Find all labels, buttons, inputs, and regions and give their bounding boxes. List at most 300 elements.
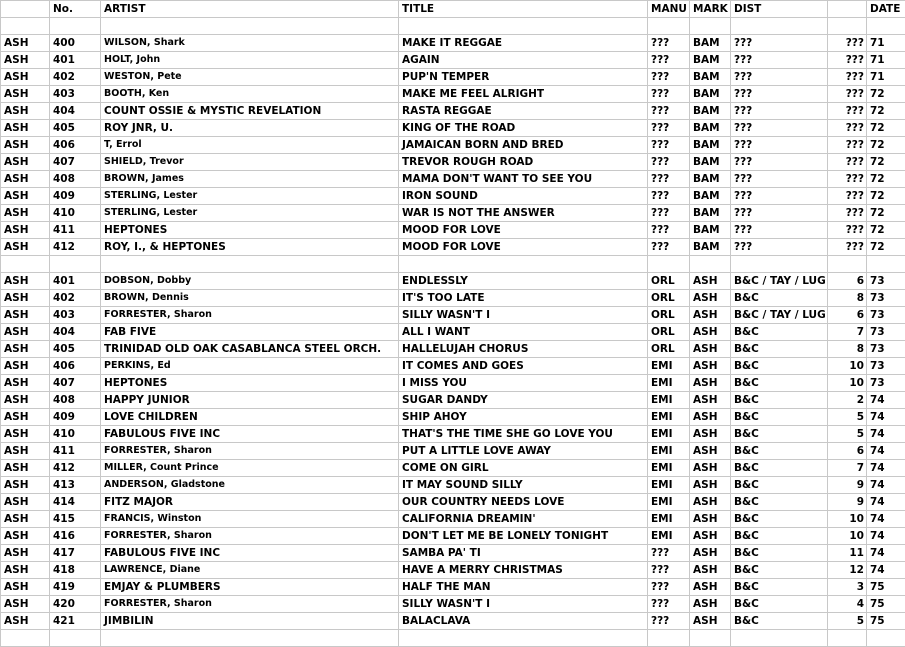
title-cell[interactable]: WAR IS NOT THE ANSWER	[399, 205, 648, 222]
label-cell[interactable]: ASH	[1, 375, 50, 392]
label-cell[interactable]: ASH	[1, 188, 50, 205]
number-cell[interactable]: 406	[50, 358, 101, 375]
dist-cell[interactable]: B&C	[731, 528, 828, 545]
date-cell[interactable]: 72	[867, 86, 905, 103]
mark-cell[interactable]: ASH	[690, 324, 731, 341]
title-cell[interactable]: SAMBA PA' TI	[399, 545, 648, 562]
number-cell[interactable]: 409	[50, 188, 101, 205]
mark-cell[interactable]: BAM	[690, 222, 731, 239]
dist-cell[interactable]: ???	[731, 188, 828, 205]
dist-cell[interactable]: ???	[731, 103, 828, 120]
title-cell[interactable]: I MISS YOU	[399, 375, 648, 392]
empty-cell[interactable]	[399, 630, 648, 647]
date-cell[interactable]: 73	[867, 358, 905, 375]
artist-cell[interactable]: HEPTONES	[101, 222, 399, 239]
manu-cell[interactable]: ???	[648, 545, 690, 562]
manu-cell[interactable]: ORL	[648, 307, 690, 324]
number-cell[interactable]: 410	[50, 426, 101, 443]
date-cell[interactable]: 74	[867, 494, 905, 511]
mark-cell[interactable]: BAM	[690, 137, 731, 154]
month-cell[interactable]: 9	[828, 477, 867, 494]
label-cell[interactable]: ASH	[1, 290, 50, 307]
number-cell[interactable]: 407	[50, 375, 101, 392]
title-cell[interactable]: RASTA REGGAE	[399, 103, 648, 120]
title-cell[interactable]: HALLELUJAH CHORUS	[399, 341, 648, 358]
mark-cell[interactable]: BAM	[690, 239, 731, 256]
empty-cell[interactable]	[101, 630, 399, 647]
dist-cell[interactable]: B&C	[731, 613, 828, 630]
empty-cell[interactable]	[867, 256, 905, 273]
manu-cell[interactable]: ORL	[648, 290, 690, 307]
artist-cell[interactable]: TRINIDAD OLD OAK CASABLANCA STEEL ORCH.	[101, 341, 399, 358]
date-cell[interactable]: 72	[867, 205, 905, 222]
mark-cell[interactable]: ASH	[690, 596, 731, 613]
label-cell[interactable]: ASH	[1, 528, 50, 545]
date-cell[interactable]: 74	[867, 545, 905, 562]
date-cell[interactable]: 73	[867, 307, 905, 324]
manu-cell[interactable]: ???	[648, 188, 690, 205]
manu-cell[interactable]: EMI	[648, 477, 690, 494]
manu-cell[interactable]: ???	[648, 239, 690, 256]
date-cell[interactable]: 74	[867, 392, 905, 409]
number-cell[interactable]: 408	[50, 392, 101, 409]
manu-cell[interactable]: EMI	[648, 528, 690, 545]
mark-cell[interactable]: ASH	[690, 511, 731, 528]
empty-cell[interactable]	[828, 256, 867, 273]
artist-cell[interactable]: SHIELD, Trevor	[101, 154, 399, 171]
label-cell[interactable]: ASH	[1, 205, 50, 222]
dist-cell[interactable]: B&C	[731, 426, 828, 443]
title-cell[interactable]: MAKE IT REGGAE	[399, 35, 648, 52]
title-cell[interactable]: KING OF THE ROAD	[399, 120, 648, 137]
date-cell[interactable]: 73	[867, 324, 905, 341]
month-cell[interactable]: 3	[828, 579, 867, 596]
label-cell[interactable]: ASH	[1, 579, 50, 596]
dist-cell[interactable]: B&C / TAY / LUG	[731, 273, 828, 290]
label-cell[interactable]: ASH	[1, 324, 50, 341]
date-cell[interactable]: 74	[867, 562, 905, 579]
title-cell[interactable]: COME ON GIRL	[399, 460, 648, 477]
number-cell[interactable]: 404	[50, 103, 101, 120]
month-cell[interactable]: ???	[828, 120, 867, 137]
artist-cell[interactable]: FORRESTER, Sharon	[101, 596, 399, 613]
label-cell[interactable]: ASH	[1, 307, 50, 324]
empty-cell[interactable]	[399, 18, 648, 35]
month-cell[interactable]: ???	[828, 188, 867, 205]
artist-cell[interactable]: ANDERSON, Gladstone	[101, 477, 399, 494]
dist-cell[interactable]: B&C	[731, 562, 828, 579]
empty-cell[interactable]	[399, 256, 648, 273]
date-cell[interactable]: 73	[867, 375, 905, 392]
empty-cell[interactable]	[690, 18, 731, 35]
header-cell-dist[interactable]: DIST	[731, 1, 828, 18]
number-cell[interactable]: 407	[50, 154, 101, 171]
artist-cell[interactable]: FORRESTER, Sharon	[101, 528, 399, 545]
dist-cell[interactable]: ???	[731, 69, 828, 86]
number-cell[interactable]: 403	[50, 307, 101, 324]
month-cell[interactable]: ???	[828, 171, 867, 188]
date-cell[interactable]: 72	[867, 171, 905, 188]
artist-cell[interactable]: JIMBILIN	[101, 613, 399, 630]
date-cell[interactable]: 71	[867, 69, 905, 86]
mark-cell[interactable]: BAM	[690, 52, 731, 69]
dist-cell[interactable]: ???	[731, 35, 828, 52]
title-cell[interactable]: HALF THE MAN	[399, 579, 648, 596]
manu-cell[interactable]: ORL	[648, 273, 690, 290]
month-cell[interactable]: 7	[828, 460, 867, 477]
title-cell[interactable]: PUT A LITTLE LOVE AWAY	[399, 443, 648, 460]
number-cell[interactable]: 401	[50, 52, 101, 69]
empty-cell[interactable]	[1, 18, 50, 35]
manu-cell[interactable]: ORL	[648, 324, 690, 341]
manu-cell[interactable]: ???	[648, 154, 690, 171]
empty-cell[interactable]	[50, 630, 101, 647]
manu-cell[interactable]: EMI	[648, 426, 690, 443]
mark-cell[interactable]: ASH	[690, 477, 731, 494]
date-cell[interactable]: 74	[867, 511, 905, 528]
header-cell-number[interactable]: No.	[50, 1, 101, 18]
empty-cell[interactable]	[101, 18, 399, 35]
mark-cell[interactable]: ASH	[690, 562, 731, 579]
empty-cell[interactable]	[731, 18, 828, 35]
artist-cell[interactable]: FABULOUS FIVE INC	[101, 426, 399, 443]
dist-cell[interactable]: B&C	[731, 409, 828, 426]
number-cell[interactable]: 404	[50, 324, 101, 341]
manu-cell[interactable]: ???	[648, 137, 690, 154]
mark-cell[interactable]: ASH	[690, 409, 731, 426]
label-cell[interactable]: ASH	[1, 392, 50, 409]
dist-cell[interactable]: ???	[731, 86, 828, 103]
date-cell[interactable]: 71	[867, 52, 905, 69]
empty-cell[interactable]	[648, 630, 690, 647]
number-cell[interactable]: 412	[50, 239, 101, 256]
date-cell[interactable]: 74	[867, 528, 905, 545]
month-cell[interactable]: ???	[828, 69, 867, 86]
dist-cell[interactable]: B&C	[731, 324, 828, 341]
mark-cell[interactable]: ASH	[690, 494, 731, 511]
mark-cell[interactable]: ASH	[690, 426, 731, 443]
dist-cell[interactable]: B&C	[731, 494, 828, 511]
manu-cell[interactable]: EMI	[648, 443, 690, 460]
empty-cell[interactable]	[101, 256, 399, 273]
number-cell[interactable]: 410	[50, 205, 101, 222]
date-cell[interactable]: 74	[867, 426, 905, 443]
artist-cell[interactable]: FAB FIVE	[101, 324, 399, 341]
label-cell[interactable]: ASH	[1, 120, 50, 137]
dist-cell[interactable]: ???	[731, 52, 828, 69]
dist-cell[interactable]: B&C	[731, 341, 828, 358]
month-cell[interactable]: 11	[828, 545, 867, 562]
mark-cell[interactable]: BAM	[690, 86, 731, 103]
number-cell[interactable]: 411	[50, 443, 101, 460]
empty-cell[interactable]	[50, 256, 101, 273]
date-cell[interactable]: 73	[867, 290, 905, 307]
number-cell[interactable]: 402	[50, 290, 101, 307]
dist-cell[interactable]: B&C	[731, 477, 828, 494]
month-cell[interactable]: ???	[828, 137, 867, 154]
label-cell[interactable]: ASH	[1, 494, 50, 511]
month-cell[interactable]: 4	[828, 596, 867, 613]
label-cell[interactable]: ASH	[1, 562, 50, 579]
label-cell[interactable]: ASH	[1, 358, 50, 375]
month-cell[interactable]: ???	[828, 239, 867, 256]
month-cell[interactable]: 6	[828, 443, 867, 460]
month-cell[interactable]: 8	[828, 290, 867, 307]
date-cell[interactable]: 74	[867, 443, 905, 460]
title-cell[interactable]: SHIP AHOY	[399, 409, 648, 426]
label-cell[interactable]: ASH	[1, 239, 50, 256]
dist-cell[interactable]: B&C	[731, 375, 828, 392]
date-cell[interactable]: 72	[867, 137, 905, 154]
title-cell[interactable]: MOOD FOR LOVE	[399, 239, 648, 256]
number-cell[interactable]: 417	[50, 545, 101, 562]
empty-cell[interactable]	[731, 630, 828, 647]
dist-cell[interactable]: B&C	[731, 392, 828, 409]
dist-cell[interactable]: B&C	[731, 579, 828, 596]
manu-cell[interactable]: ???	[648, 171, 690, 188]
header-cell-label[interactable]	[1, 1, 50, 18]
date-cell[interactable]: 75	[867, 596, 905, 613]
artist-cell[interactable]: FABULOUS FIVE INC	[101, 545, 399, 562]
label-cell[interactable]: ASH	[1, 596, 50, 613]
artist-cell[interactable]: EMJAY & PLUMBERS	[101, 579, 399, 596]
artist-cell[interactable]: T, Errol	[101, 137, 399, 154]
empty-cell[interactable]	[690, 630, 731, 647]
manu-cell[interactable]: EMI	[648, 494, 690, 511]
manu-cell[interactable]: ???	[648, 103, 690, 120]
empty-cell[interactable]	[648, 256, 690, 273]
dist-cell[interactable]: B&C	[731, 460, 828, 477]
mark-cell[interactable]: BAM	[690, 103, 731, 120]
empty-cell[interactable]	[648, 18, 690, 35]
number-cell[interactable]: 419	[50, 579, 101, 596]
mark-cell[interactable]: BAM	[690, 120, 731, 137]
month-cell[interactable]: ???	[828, 52, 867, 69]
empty-cell[interactable]	[731, 256, 828, 273]
title-cell[interactable]: IT COMES AND GOES	[399, 358, 648, 375]
mark-cell[interactable]: BAM	[690, 35, 731, 52]
manu-cell[interactable]: EMI	[648, 460, 690, 477]
manu-cell[interactable]: EMI	[648, 358, 690, 375]
month-cell[interactable]: 5	[828, 613, 867, 630]
label-cell[interactable]: ASH	[1, 460, 50, 477]
header-cell-artist[interactable]: ARTIST	[101, 1, 399, 18]
title-cell[interactable]: ALL I WANT	[399, 324, 648, 341]
date-cell[interactable]: 72	[867, 154, 905, 171]
month-cell[interactable]: 10	[828, 375, 867, 392]
manu-cell[interactable]: EMI	[648, 375, 690, 392]
number-cell[interactable]: 408	[50, 171, 101, 188]
number-cell[interactable]: 414	[50, 494, 101, 511]
number-cell[interactable]: 412	[50, 460, 101, 477]
mark-cell[interactable]: BAM	[690, 205, 731, 222]
label-cell[interactable]: ASH	[1, 477, 50, 494]
empty-cell[interactable]	[867, 18, 905, 35]
mark-cell[interactable]: ASH	[690, 545, 731, 562]
title-cell[interactable]: HAVE A MERRY CHRISTMAS	[399, 562, 648, 579]
dist-cell[interactable]: ???	[731, 239, 828, 256]
label-cell[interactable]: ASH	[1, 154, 50, 171]
number-cell[interactable]: 421	[50, 613, 101, 630]
number-cell[interactable]: 409	[50, 409, 101, 426]
artist-cell[interactable]: ROY JNR, U.	[101, 120, 399, 137]
number-cell[interactable]: 413	[50, 477, 101, 494]
artist-cell[interactable]: FRANCIS, Winston	[101, 511, 399, 528]
title-cell[interactable]: AGAIN	[399, 52, 648, 69]
mark-cell[interactable]: ASH	[690, 613, 731, 630]
artist-cell[interactable]: STERLING, Lester	[101, 188, 399, 205]
empty-cell[interactable]	[50, 18, 101, 35]
month-cell[interactable]: 6	[828, 273, 867, 290]
artist-cell[interactable]: BROWN, Dennis	[101, 290, 399, 307]
title-cell[interactable]: SILLY WASN'T I	[399, 307, 648, 324]
date-cell[interactable]: 74	[867, 477, 905, 494]
artist-cell[interactable]: HOLT, John	[101, 52, 399, 69]
label-cell[interactable]: ASH	[1, 545, 50, 562]
artist-cell[interactable]: STERLING, Lester	[101, 205, 399, 222]
manu-cell[interactable]: ???	[648, 35, 690, 52]
date-cell[interactable]: 75	[867, 613, 905, 630]
mark-cell[interactable]: ASH	[690, 460, 731, 477]
mark-cell[interactable]: ASH	[690, 290, 731, 307]
dist-cell[interactable]: ???	[731, 222, 828, 239]
dist-cell[interactable]: B&C	[731, 358, 828, 375]
dist-cell[interactable]: ???	[731, 137, 828, 154]
dist-cell[interactable]: ???	[731, 205, 828, 222]
manu-cell[interactable]: ???	[648, 52, 690, 69]
month-cell[interactable]: 8	[828, 341, 867, 358]
dist-cell[interactable]: B&C	[731, 290, 828, 307]
mark-cell[interactable]: ASH	[690, 341, 731, 358]
mark-cell[interactable]: ASH	[690, 273, 731, 290]
date-cell[interactable]: 75	[867, 579, 905, 596]
empty-cell[interactable]	[690, 256, 731, 273]
title-cell[interactable]: IRON SOUND	[399, 188, 648, 205]
title-cell[interactable]: ENDLESSLY	[399, 273, 648, 290]
date-cell[interactable]: 72	[867, 188, 905, 205]
label-cell[interactable]: ASH	[1, 341, 50, 358]
header-cell-mark[interactable]: MARK	[690, 1, 731, 18]
manu-cell[interactable]: ???	[648, 120, 690, 137]
label-cell[interactable]: ASH	[1, 137, 50, 154]
date-cell[interactable]: 72	[867, 239, 905, 256]
title-cell[interactable]: SILLY WASN'T I	[399, 596, 648, 613]
date-cell[interactable]: 72	[867, 103, 905, 120]
mark-cell[interactable]: BAM	[690, 69, 731, 86]
month-cell[interactable]: 10	[828, 511, 867, 528]
title-cell[interactable]: DON'T LET ME BE LONELY TONIGHT	[399, 528, 648, 545]
title-cell[interactable]: MOOD FOR LOVE	[399, 222, 648, 239]
mark-cell[interactable]: ASH	[690, 375, 731, 392]
mark-cell[interactable]: ASH	[690, 392, 731, 409]
manu-cell[interactable]: ???	[648, 596, 690, 613]
manu-cell[interactable]: EMI	[648, 511, 690, 528]
number-cell[interactable]: 401	[50, 273, 101, 290]
number-cell[interactable]: 411	[50, 222, 101, 239]
date-cell[interactable]: 73	[867, 341, 905, 358]
number-cell[interactable]: 405	[50, 120, 101, 137]
artist-cell[interactable]: PERKINS, Ed	[101, 358, 399, 375]
manu-cell[interactable]: ???	[648, 613, 690, 630]
title-cell[interactable]: PUP'N TEMPER	[399, 69, 648, 86]
month-cell[interactable]: 5	[828, 426, 867, 443]
label-cell[interactable]: ASH	[1, 86, 50, 103]
date-cell[interactable]: 74	[867, 460, 905, 477]
title-cell[interactable]: MAKE ME FEEL ALRIGHT	[399, 86, 648, 103]
mark-cell[interactable]: ASH	[690, 307, 731, 324]
month-cell[interactable]: 9	[828, 494, 867, 511]
month-cell[interactable]: 10	[828, 358, 867, 375]
mark-cell[interactable]: ASH	[690, 579, 731, 596]
month-cell[interactable]: ???	[828, 86, 867, 103]
month-cell[interactable]: 2	[828, 392, 867, 409]
label-cell[interactable]: ASH	[1, 511, 50, 528]
title-cell[interactable]: MAMA DON'T WANT TO SEE YOU	[399, 171, 648, 188]
artist-cell[interactable]: FITZ MAJOR	[101, 494, 399, 511]
manu-cell[interactable]: ???	[648, 579, 690, 596]
date-cell[interactable]: 74	[867, 409, 905, 426]
empty-cell[interactable]	[828, 18, 867, 35]
empty-cell[interactable]	[1, 630, 50, 647]
label-cell[interactable]: ASH	[1, 409, 50, 426]
manu-cell[interactable]: ???	[648, 205, 690, 222]
empty-cell[interactable]	[867, 630, 905, 647]
label-cell[interactable]: ASH	[1, 103, 50, 120]
title-cell[interactable]: TREVOR ROUGH ROAD	[399, 154, 648, 171]
manu-cell[interactable]: ORL	[648, 341, 690, 358]
label-cell[interactable]: ASH	[1, 222, 50, 239]
dist-cell[interactable]: B&C	[731, 443, 828, 460]
header-cell-date[interactable]: DATE	[867, 1, 905, 18]
dist-cell[interactable]: B&C	[731, 511, 828, 528]
number-cell[interactable]: 420	[50, 596, 101, 613]
month-cell[interactable]: ???	[828, 35, 867, 52]
mark-cell[interactable]: BAM	[690, 154, 731, 171]
label-cell[interactable]: ASH	[1, 69, 50, 86]
label-cell[interactable]: ASH	[1, 613, 50, 630]
title-cell[interactable]: OUR COUNTRY NEEDS LOVE	[399, 494, 648, 511]
month-cell[interactable]: 7	[828, 324, 867, 341]
date-cell[interactable]: 72	[867, 222, 905, 239]
mark-cell[interactable]: BAM	[690, 188, 731, 205]
artist-cell[interactable]: LAWRENCE, Diane	[101, 562, 399, 579]
number-cell[interactable]: 403	[50, 86, 101, 103]
artist-cell[interactable]: WESTON, Pete	[101, 69, 399, 86]
number-cell[interactable]: 405	[50, 341, 101, 358]
label-cell[interactable]: ASH	[1, 35, 50, 52]
empty-cell[interactable]	[1, 256, 50, 273]
mark-cell[interactable]: BAM	[690, 171, 731, 188]
artist-cell[interactable]: COUNT OSSIE & MYSTIC REVELATION	[101, 103, 399, 120]
manu-cell[interactable]: ???	[648, 222, 690, 239]
number-cell[interactable]: 400	[50, 35, 101, 52]
title-cell[interactable]: SUGAR DANDY	[399, 392, 648, 409]
dist-cell[interactable]: B&C	[731, 545, 828, 562]
number-cell[interactable]: 415	[50, 511, 101, 528]
artist-cell[interactable]: HEPTONES	[101, 375, 399, 392]
header-cell-month[interactable]	[828, 1, 867, 18]
number-cell[interactable]: 406	[50, 137, 101, 154]
artist-cell[interactable]: WILSON, Shark	[101, 35, 399, 52]
manu-cell[interactable]: ???	[648, 69, 690, 86]
artist-cell[interactable]: BOOTH, Ken	[101, 86, 399, 103]
number-cell[interactable]: 416	[50, 528, 101, 545]
mark-cell[interactable]: ASH	[690, 528, 731, 545]
mark-cell[interactable]: ASH	[690, 443, 731, 460]
artist-cell[interactable]: BROWN, James	[101, 171, 399, 188]
artist-cell[interactable]: ROY, I., & HEPTONES	[101, 239, 399, 256]
artist-cell[interactable]: FORRESTER, Sharon	[101, 307, 399, 324]
